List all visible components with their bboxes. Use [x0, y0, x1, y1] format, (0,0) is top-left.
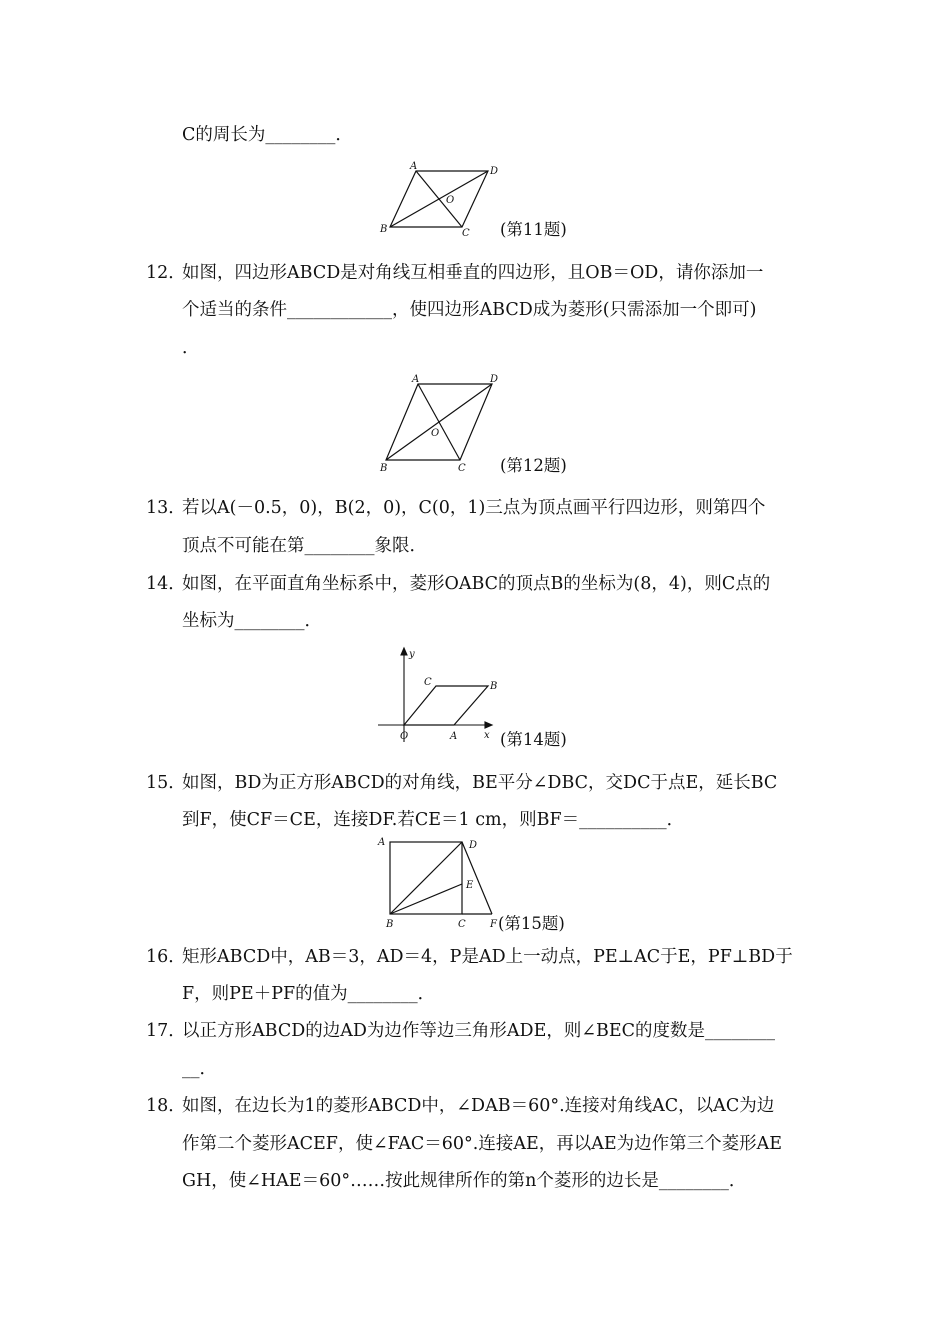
q18-line1: 如图，在边长为1的菱形ABCD中，∠DAB＝60°.连接对角线AC，以AC为边 [182, 1096, 775, 1116]
q17-line2: __． [182, 1059, 217, 1079]
q11-caption: (第11题) [500, 220, 567, 239]
q15-line1: 如图，BD为正方形ABCD的对角线，BE平分∠DBC，交DC于点E，延长BC [182, 773, 778, 793]
q11-label-o: O [446, 195, 455, 206]
q16-number: 16． [146, 947, 186, 967]
q14-line2: 坐标为________． [182, 611, 322, 631]
q18-number: 18． [146, 1096, 186, 1116]
q15-bisector-be [390, 884, 462, 914]
q12-figure [372, 372, 508, 476]
q18-line3: GH，使∠HAE＝60°……按此规律所作的第n个菱形的边长是________． [182, 1171, 747, 1191]
q12-label-c: C [458, 463, 466, 474]
q15-label-f: F [490, 919, 497, 930]
q11-label-d: D [490, 166, 499, 177]
q15-label-d: D [469, 840, 478, 851]
q17-line1: 以正方形ABCD的边AD为边作等边三角形ADE，则∠BEC的度数是________ [182, 1021, 776, 1041]
q11-text-tail: C的周长为________． [182, 125, 353, 145]
q11-label-a: A [410, 161, 418, 172]
q11-label-b: B [380, 224, 388, 235]
q11-diagonal-bd [390, 171, 488, 227]
q13-number: 13． [146, 498, 186, 518]
q15-diagonal-bd [390, 842, 462, 914]
q12-label-a: A [412, 374, 420, 385]
q13-line1: 若以A(－0.5，0)，B(2，0)，C(0，1)三点为顶点画平行四边形，则第四个 [182, 498, 766, 518]
q12-label-b: B [380, 463, 388, 474]
q14-rhombus [404, 686, 488, 725]
q14-y-arrow [401, 648, 407, 655]
q16-line1: 矩形ABCD中，AB＝3，AD＝4，P是AD上一动点，PE⊥AC于E，PF⊥BD于 [182, 947, 793, 967]
q15-caption: (第15题) [498, 914, 565, 933]
q17-number: 17． [146, 1021, 186, 1041]
q11-figure [376, 160, 506, 238]
q15-line2: 到F，使CF＝CE，连接DF.若CE＝1 cm，则BF＝__________． [182, 810, 685, 830]
q14-label-b: B [490, 681, 498, 692]
q14-label-o: O [400, 731, 409, 742]
q14-x-arrow [485, 722, 492, 728]
q14-number: 14． [146, 574, 186, 594]
q14-caption: (第14题) [500, 730, 567, 749]
q12-label-d: D [490, 374, 499, 385]
q15-segment-df [462, 842, 492, 914]
q15-figure [372, 834, 506, 934]
q15-label-b: B [386, 919, 394, 930]
q12-line2: 个适当的条件____________，使四边形ABCD成为菱形(只需添加一个即可) [182, 300, 757, 320]
q15-label-c: C [458, 919, 466, 930]
q14-label-y: y [409, 649, 415, 660]
q15-number: 15． [146, 773, 186, 793]
q14-label-a: A [450, 731, 458, 742]
q15-label-a: A [378, 837, 386, 848]
q14-line1: 如图，在平面直角坐标系中，菱形OABC的顶点B的坐标为(8，4)，则C点的 [182, 574, 771, 594]
q14-label-c: C [424, 677, 432, 688]
q13-line2: 顶点不可能在第________象限． [182, 536, 427, 556]
q12-line1: 如图，四边形ABCD是对角线互相垂直的四边形，且OB＝OD，请你添加一 [182, 263, 764, 283]
q12-number: 12． [146, 263, 186, 283]
q18-line2: 作第二个菱形ACEF，使∠FAC＝60°.连接AE，再以AE为边作第三个菱形AE [182, 1134, 783, 1154]
q11-label-c: C [462, 228, 470, 238]
q12-label-o: O [431, 428, 440, 439]
q16-line2: F，则PE＋PF的值为________． [182, 984, 436, 1004]
q14-figure [372, 646, 502, 746]
q14-label-x: x [484, 730, 490, 741]
q15-label-e: E [466, 880, 474, 891]
q12-line3: ． [182, 338, 200, 358]
q12-caption: (第12题) [500, 456, 567, 475]
